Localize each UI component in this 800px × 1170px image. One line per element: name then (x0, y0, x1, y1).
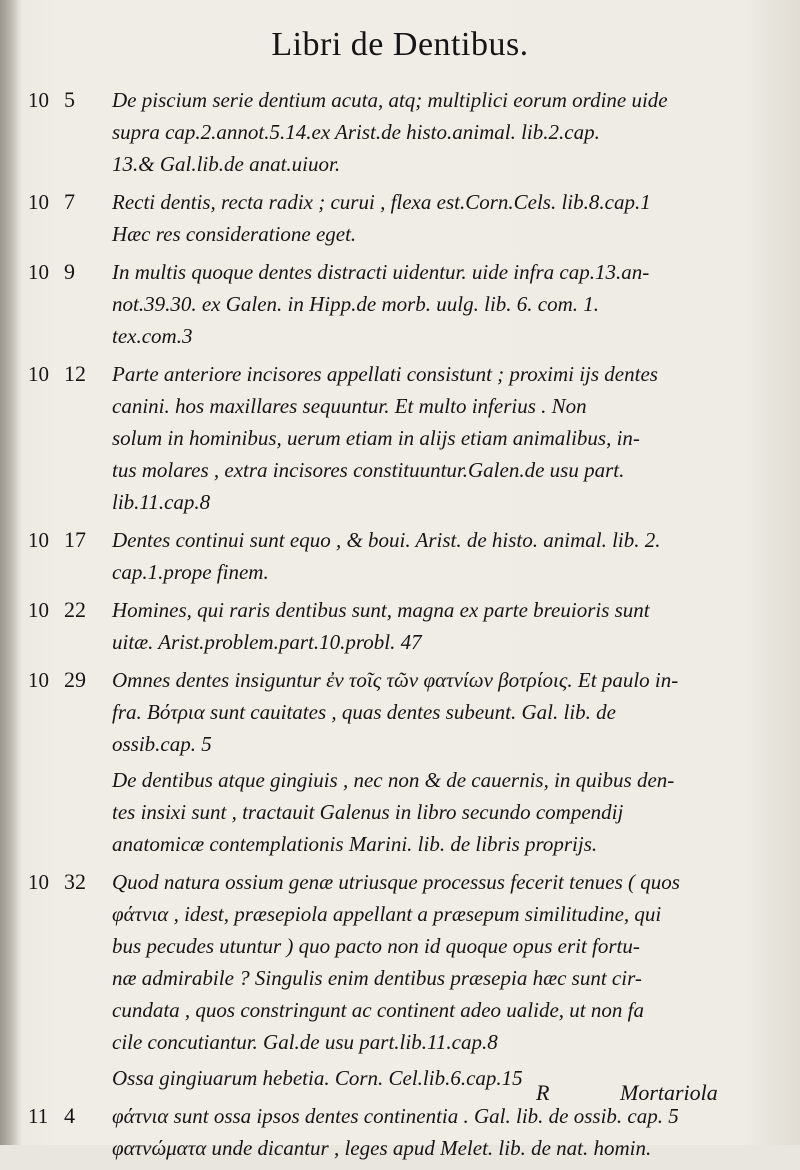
annotation-text: Quod natura ossium genæ utriusque processus fecerit tenues ( quos φάτνια , idest, præsepiola appellant a præsepum similitudine, qui bus pecudes utuntur ) quo pacto non id quoque opus erit fortu- næ admirabile ? Singulis enim dentibus præsepia hæc sunt cir- cundata , quos constringunt ac continent adeo ualide, ut non fa cile concutiantur. Gal.de usu part.lib.11.cap.8 (112, 870, 680, 1054)
page-ref: 10 (28, 668, 49, 692)
annotation-entry (28, 594, 768, 658)
annotation-text: De piscium serie dentium acuta, atq; multiplici eorum ordine uide supra cap.2.annot.5.14.ex Arist.de histo.animal. lib.2.cap. 13.& Gal.lib.de anat.uiuor. (112, 88, 668, 176)
signature-mark: R (536, 1080, 550, 1105)
annotation-text: In multis quoque dentes distracti uidentur. uide infra cap.13.an- not.39.30. ex Galen. in Hipp.de morb. uulg. lib. 6. com. 1. tex.com.3 (112, 260, 650, 348)
line-ref: 4 (64, 1103, 75, 1128)
page-ref: 10 (28, 260, 49, 284)
line-ref: 29 (64, 667, 86, 692)
annotation-continuation (28, 764, 768, 860)
line-ref: 12 (64, 361, 86, 386)
page-ref: 11 (28, 1104, 49, 1128)
annotation-entry (28, 866, 768, 1058)
catchword: Mortariola (620, 1080, 718, 1105)
page-ref: 10 (28, 362, 49, 386)
annotation-entry (28, 84, 768, 180)
page-ref: 10 (28, 190, 49, 214)
annotation-text: Recti dentis, recta radix ; curui , flexa est.Corn.Cels. lib.8.cap.1 Hæc res consideratione eget. (112, 190, 651, 246)
annotation-entry (28, 524, 768, 588)
annotation-entry (28, 256, 768, 352)
annotation-entry (28, 358, 768, 518)
line-ref: 22 (64, 597, 86, 622)
annotation-text: Homines, qui raris dentibus sunt, magna ex parte breuioris sunt uitæ. Arist.problem.part.10.probl. 47 (112, 598, 650, 654)
line-ref: 32 (64, 869, 86, 894)
line-ref: 5 (64, 87, 75, 112)
annotation-text: Ossa gingiuarum hebetia. Corn. Cel.lib.6.cap.15 (112, 1066, 523, 1090)
line-ref: 9 (64, 259, 75, 284)
line-ref: 7 (64, 189, 75, 214)
annotation-entry (28, 186, 768, 250)
page-ref: 10 (28, 870, 49, 894)
page-title: Libri de Dentibus. (271, 26, 529, 63)
annotation-text: Dentes continui sunt equo , & boui. Arist. de histo. animal. lib. 2. cap.1.prope finem. (112, 528, 661, 584)
annotation-text: φάτνια sunt ossa ipsos dentes continentia . Gal. lib. de ossib. cap. 5 φατνώματα unde dicantur , leges apud Melet. lib. de nat. homin. (112, 1104, 679, 1160)
annotation-text: De dentibus atque gingiuis , nec non & de cauernis, in quibus den- tes insixi sunt , tractauit Galenus in libro secundo compendij anatomicæ contemplationis Marini. lib. de libris proprijs. (112, 768, 675, 856)
annotation-entry (28, 664, 768, 760)
annotation-text: Parte anteriore incisores appellati consistunt ; proximi ijs dentes canini. hos maxillares sequuntur. Et multo inferius . Non solum in hominibus, uerum etiam in alijs etiam animalibus, in- tus molares , extra incisores constituuntur.Galen.de usu part. lib.11.cap.8 (112, 362, 658, 514)
page-ref: 10 (28, 598, 49, 622)
gutter-shadow (0, 0, 22, 1145)
annotation-list (28, 84, 768, 1170)
page-ref: 10 (28, 88, 49, 112)
annotation-text: Omnes dentes insiguntur ἐν τοῖς τῶν φατνίων βοτρίοις. Et paulo in- fra. Βότρια sunt cauitates , quas dentes subeunt. Gal. lib. de ossib.cap. 5 (112, 668, 679, 756)
page-ref: 10 (28, 528, 49, 552)
line-ref: 17 (64, 527, 86, 552)
page-footer (0, 1080, 800, 1114)
